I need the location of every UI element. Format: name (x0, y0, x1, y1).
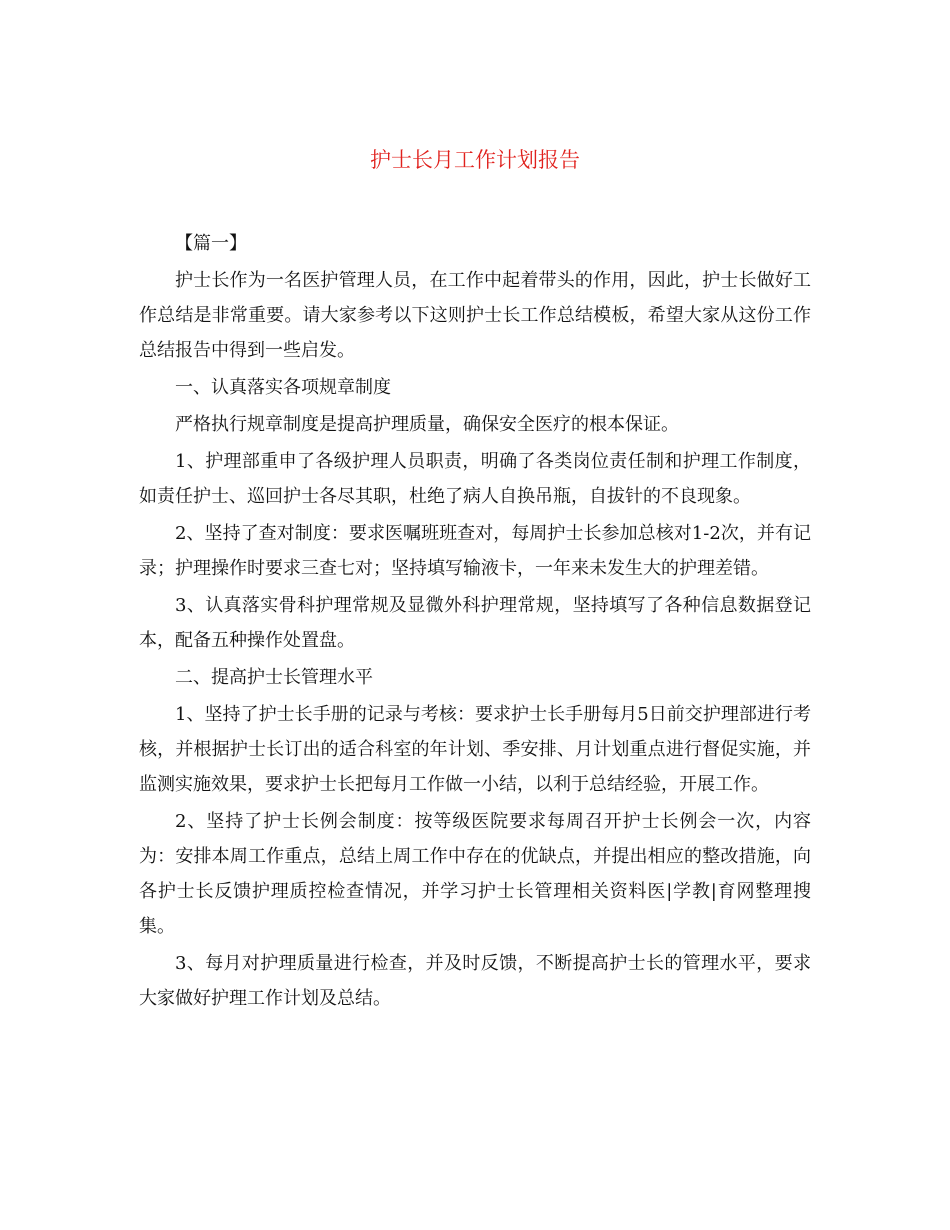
list-item: 1、护理部重申了各级护理人员职责，明确了各类岗位责任制和护理工作制度，如责任护士、巡回护士各尽其职，杜绝了病人自换吊瓶，自拔针的不良现象。 (139, 451, 811, 507)
list-item: 3、认真落实骨科护理常规及显微外科护理常规，坚持填写了各种信息数据登记本，配备五种操作处置盘。 (139, 595, 811, 651)
list-item: 1、坚持了护士长手册的记录与考核：要求护士长手册每月5日前交护理部进行考核，并根据护士长订出的适合科室的年计划、季安排、月计划重点进行督促实施，并监测实施效果，要求护士长把每月工作做一小结，以利于总结经验，开展工作。 (139, 704, 811, 795)
document-title: 护士长月工作计划报告 (370, 148, 580, 172)
section-heading-2: 二、提高护士长管理水平 (175, 667, 373, 688)
list-item: 2、坚持了护士长例会制度：按等级医院要求每周召开护士长例会一次，内容为：安排本周工作重点，总结上周工作中存在的优缺点，并提出相应的整改措施，向各护士长反馈护理质控检查情况，并学习护士长管理相关资料医|学教|育网整理搜集。 (139, 811, 811, 937)
list-item: 2、坚持了查对制度：要求医嘱班班查对，每周护士长参加总核对1-2次，并有记录；护理操作时要求三查七对；坚持填写输液卡，一年来未发生大的护理差错。 (139, 523, 811, 579)
list-item: 3、每月对护理质量进行检查，并及时反馈，不断提高护士长的管理水平，要求大家做好护理工作计划及总结。 (139, 953, 811, 1009)
section-heading-1: 一、认真落实各项规章制度 (175, 377, 391, 398)
section-label: 【篇一】 (175, 233, 247, 254)
intro-paragraph: 护士长作为一名医护管理人员，在工作中起着带头的作用，因此，护士长做好工作总结是非常重要。请大家参考以下这则护士长工作总结模板，希望大家从这份工作总结报告中得到一些启发。 (139, 270, 811, 361)
document-body (139, 226, 811, 1016)
body-paragraph: 严格执行规章制度是提高护理质量，确保安全医疗的根本保证。 (175, 414, 679, 435)
